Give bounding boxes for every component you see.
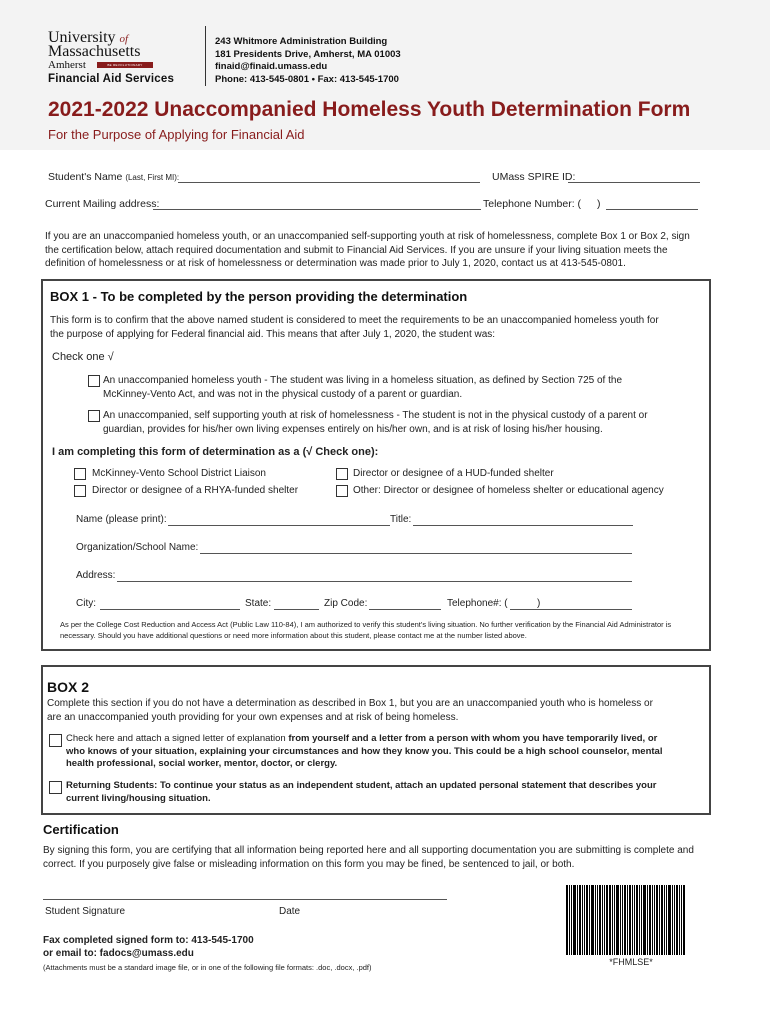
- organization-field[interactable]: [200, 553, 632, 554]
- barcode-bar: [656, 885, 658, 955]
- barcode-bar: [632, 885, 633, 955]
- preparer-name-field[interactable]: [168, 525, 390, 526]
- city-label: City:: [76, 598, 96, 609]
- barcode-bar: [647, 885, 648, 955]
- returning-checkbox[interactable]: [49, 781, 62, 794]
- preparer-address-field[interactable]: [117, 581, 632, 582]
- letter-checkbox[interactable]: [49, 734, 62, 747]
- student-name-field[interactable]: [178, 182, 480, 183]
- other-label: Other: Director or designee of homeless shelter or educational agency: [353, 485, 664, 496]
- preparer-name-label: Name (please print):: [76, 514, 167, 525]
- box1-heading: BOX 1 - To be completed by the person providing the determination: [50, 289, 468, 304]
- preparer-title-label: Title:: [390, 514, 412, 525]
- barcode-bar: [672, 885, 673, 955]
- university-logo-line3: Amherst: [48, 59, 86, 71]
- barcode-bar: [573, 885, 576, 955]
- homeless-youth-option: An unaccompanied homeless youth - The student was living in a homeless situation, as defined by Section 725 of the McKinney-Vento Act, and was not in the physical custody of a parent or guardian.: [103, 375, 623, 400]
- barcode-bar: [643, 885, 646, 955]
- form-subtitle: For the Purpose of Applying for Financial Aid: [48, 127, 305, 142]
- barcode-bar: [652, 885, 653, 955]
- barcode-bar: [571, 885, 572, 955]
- barcode-bar: [679, 885, 680, 955]
- barcode-bar: [622, 885, 623, 955]
- barcode-bar: [641, 885, 642, 955]
- mailing-address-field[interactable]: [153, 209, 481, 210]
- barcode-bar: [586, 885, 588, 955]
- hud-checkbox[interactable]: [336, 468, 348, 480]
- logo-tagline-bar: BE REVOLUTIONARY: [97, 62, 153, 68]
- box2-description: Complete this section if you do not have a determination as described in Box 1, but you are an unaccompanied youth who is homeless or are an unaccompanied youth providing for your own expenses and at risk of being homeless.: [47, 698, 653, 723]
- preparer-address-label: Address:: [76, 570, 116, 581]
- barcode-bar: [616, 885, 619, 955]
- fax-instruction: Fax completed signed form to: 413-545-1700: [43, 935, 254, 946]
- homeless-youth-checkbox[interactable]: [88, 375, 100, 387]
- other-checkbox[interactable]: [336, 485, 348, 497]
- barcode-bar: [591, 885, 594, 955]
- barcode-bar: [582, 885, 583, 955]
- barcode-bar: [584, 885, 585, 955]
- university-logo-line1: University of: [48, 29, 129, 46]
- student-name-label: Student's Name (Last, First MI):: [48, 171, 180, 183]
- barcode-bar: [620, 885, 621, 955]
- rhya-checkbox[interactable]: [74, 485, 86, 497]
- spire-id-label: UMass SPIRE ID:: [492, 171, 576, 183]
- liaison-checkbox[interactable]: [74, 468, 86, 480]
- barcode-bar: [599, 885, 601, 955]
- barcode-bar: [602, 885, 603, 955]
- barcode-bar: [634, 885, 635, 955]
- signature-label: Student Signature: [45, 906, 126, 917]
- barcode-bar: [654, 885, 655, 955]
- barcode-bar: [629, 885, 631, 955]
- office-address: 243 Whitmore Administration Building 181 Presidents Drive, Amherst, MA 01003 finaid@finaid.umass.edu Phone: 413-545-0801 • Fax: 413-545-1700: [215, 36, 401, 85]
- student-phone-field[interactable]: [606, 209, 698, 210]
- office-email[interactable]: finaid@finaid.umass.edu: [215, 61, 328, 72]
- barcode-bar: [612, 885, 613, 955]
- check-one-label: Check one √: [52, 351, 114, 363]
- organization-label: Organization/School Name:: [76, 542, 199, 553]
- signature-line[interactable]: [43, 899, 447, 900]
- role-heading: I am completing this form of determination as a (√ Check one):: [52, 446, 379, 458]
- preparer-phone-paren: ): [537, 598, 541, 609]
- at-risk-option: An unaccompanied, self supporting youth at risk of homelessness - The student is not in the physical custody of a parent or guardian, provides for his/her own living expenses entirely on his/her own, and is at risk of losing his/her housing.: [103, 410, 648, 435]
- university-logo-line2: Massachusetts: [48, 43, 141, 60]
- certification-text: By signing this form, you are certifying that all information being reported here and all supporting documentation you are submitting is complete and correct. If you purposely give false or misleading information on this form you may be fined, be sentenced to jail, or both.: [43, 845, 694, 870]
- barcode-bar: [609, 885, 611, 955]
- barcode-bar: [606, 885, 608, 955]
- hud-label: Director or designee of a HUD-funded shelter: [353, 468, 554, 479]
- form-title: 2021-2022 Unaccompanied Homeless Youth Determination Form: [48, 98, 691, 121]
- student-phone-paren: ): [597, 198, 601, 210]
- rhya-label: Director or designee of a RHYA-funded shelter: [92, 485, 299, 496]
- preparer-phone-field[interactable]: [510, 609, 632, 610]
- preparer-phone-label: Telephone#: (: [447, 598, 508, 609]
- barcode-bar: [579, 885, 581, 955]
- intro-paragraph: If you are an unaccompanied homeless youth, or an unaccompanied self-supporting youth at risk of homelessness, complete Box 1 or Box 2, sign the certification below, attach required documentation and submit to Financial Aid Services. If you are unsure if your living situation meets the definition of homelessness or at risk of homelessness or determination was made prior to July 1, 2020, contact us at 413-545-0801.: [45, 231, 690, 269]
- student-phone-label: Telephone Number: (: [483, 198, 582, 210]
- barcode-bar: [676, 885, 678, 955]
- barcode-bar: [627, 885, 628, 955]
- email-instruction[interactable]: or email to: fadocs@umass.edu: [43, 948, 194, 959]
- barcode-bar: [614, 885, 615, 955]
- barcode-bar: [649, 885, 651, 955]
- barcode-bar: [595, 885, 596, 955]
- barcode-bar: [569, 885, 570, 955]
- barcode-bar: [668, 885, 671, 955]
- barcode-bar: [566, 885, 568, 955]
- attachment-note: (Attachments must be a standard image file, or in one of the following file formats: .doc, .docx, .pdf): [43, 963, 372, 972]
- letter-option: Check here and attach a signed letter of explanation from yourself and a letter from a person with whom you have temporarily lived, or who knows of your situation, explaining your circumstances and how they know you. This could be a high school counselor, mental health professional, social worker, mentor, doctor, or clergy.: [66, 733, 663, 769]
- at-risk-checkbox[interactable]: [88, 410, 100, 422]
- box2-heading: BOX 2: [47, 679, 90, 695]
- barcode-bar: [674, 885, 675, 955]
- form-barcode: [566, 885, 696, 955]
- liaison-label: McKinney-Vento School District Liaison: [92, 468, 266, 479]
- barcode-bar: [624, 885, 626, 955]
- preparer-title-field[interactable]: [413, 525, 633, 526]
- barcode-bar: [604, 885, 605, 955]
- returning-option: Returning Students: To continue your status as an independent student, attach an updated personal statement that describes your current living/housing situation.: [66, 780, 657, 804]
- zip-label: Zip Code:: [324, 598, 368, 609]
- barcode-bar: [577, 885, 578, 955]
- legal-statement: As per the College Cost Reduction and Access Act (Public Law 110-84), I am authorized to verify this student's living situation. No further verification by the Financial Aid Administrator is necessary. Should you have additional questions or need more information about this student, please contact me at the number listed above.: [60, 620, 672, 640]
- barcode-bar: [666, 885, 667, 955]
- spire-id-field[interactable]: [568, 182, 700, 183]
- date-label: Date: [279, 906, 301, 917]
- barcode-bar: [589, 885, 590, 955]
- zip-field[interactable]: [369, 609, 441, 610]
- barcode-bar: [661, 885, 663, 955]
- box1-description: This form is to confirm that the above named student is considered to meet the requirements to be an unaccompanied homeless youth for the purpose of applying for Federal financial aid. This means that after July 1, 2020, the student was:: [50, 315, 659, 340]
- barcode-bar: [597, 885, 598, 955]
- state-label: State:: [245, 598, 272, 609]
- barcode-text: *FHMLSE*: [609, 957, 653, 967]
- state-field[interactable]: [274, 609, 319, 610]
- header-divider: [205, 26, 206, 86]
- barcode-bar: [636, 885, 638, 955]
- barcode-bar: [639, 885, 640, 955]
- barcode-bar: [683, 885, 685, 955]
- barcode-bar: [664, 885, 665, 955]
- barcode-bar: [681, 885, 682, 955]
- certification-heading: Certification: [43, 822, 119, 837]
- city-field[interactable]: [100, 609, 240, 610]
- department-name: Financial Aid Services: [48, 73, 175, 85]
- mailing-address-label: Current Mailing address:: [45, 198, 160, 210]
- barcode-bar: [659, 885, 660, 955]
